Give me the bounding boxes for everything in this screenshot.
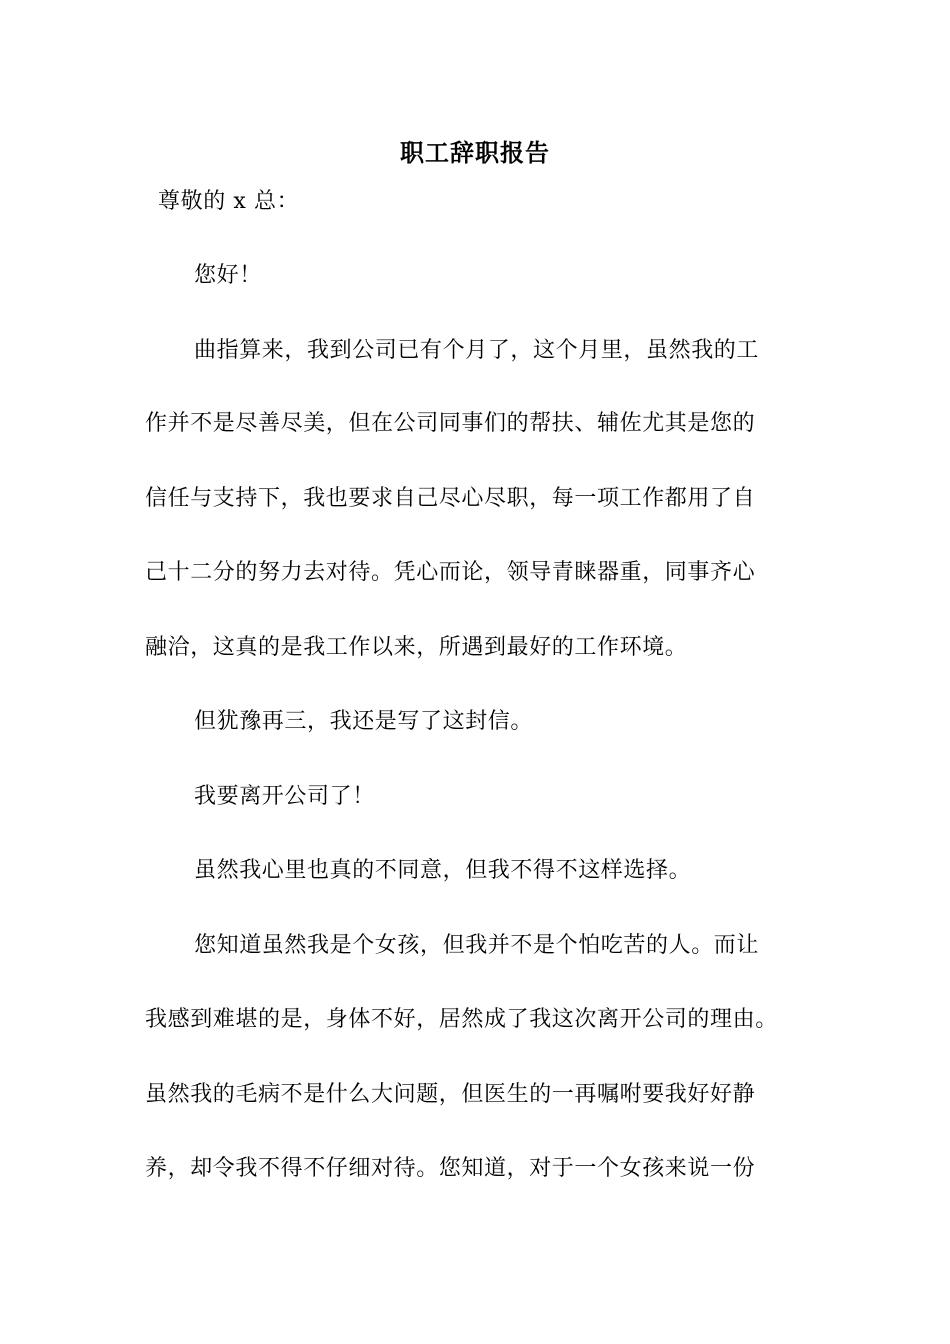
paragraph-line: 您知道虽然我是个女孩，但我并不是个怕吃苦的人。而让 [194,933,760,958]
paragraph-line: 信任与支持下，我也要求自己尽心尽职，每一项工作都用了自 [145,486,756,511]
paragraph-line: 曲指算来，我到公司已有个月了，这个月里，虽然我的工 [194,338,760,363]
paragraph-line: 养，却令我不得不仔细对待。您知道，对于一个女孩来说一份 [145,1156,756,1181]
paragraph-line: 我感到难堪的是，身体不好，居然成了我这次离开公司的理由。 [145,1007,778,1032]
paragraph-line: 己十二分的努力去对待。凭心而论，领导青睐器重，同事齐心 [145,560,756,585]
salutation: 尊敬的 x 总： [158,189,300,214]
paragraph-line: 虽然我心里也真的不同意，但我不得不这样选择。 [194,858,692,883]
greeting-line: 您好！ [194,263,262,288]
paragraph-line: 但犹豫再三，我还是写了这封信。 [194,709,534,734]
paragraph-line: 作并不是尽善尽美，但在公司同事们的帮扶、辅佐尤其是您的 [145,411,756,436]
paragraph-line: 虽然我的毛病不是什么大问题，但医生的一再嘱咐要我好好静 [145,1082,756,1107]
document-title: 职工辞职报告 [400,138,550,167]
paragraph-line: 我要离开公司了！ [194,784,375,809]
paragraph-line: 融洽，这真的是我工作以来，所遇到最好的工作环境。 [145,635,688,660]
